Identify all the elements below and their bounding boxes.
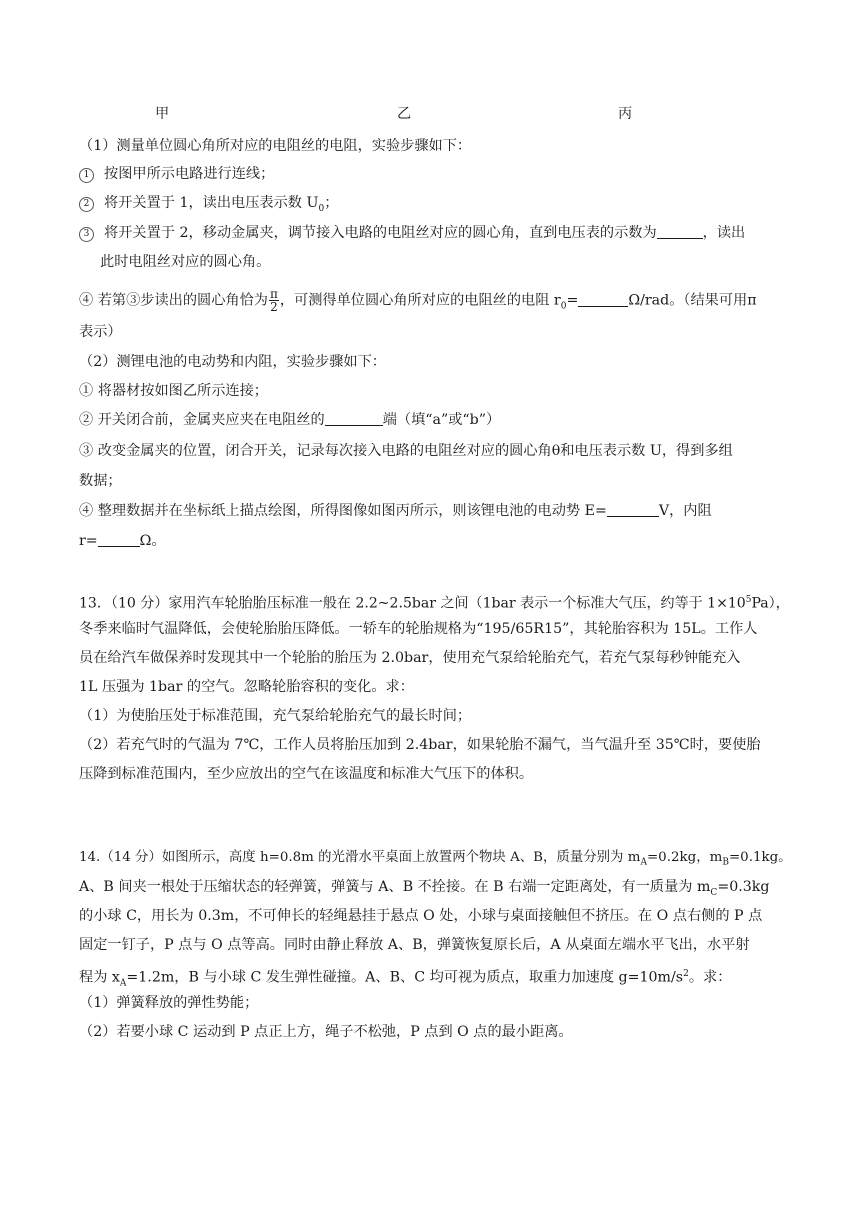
answer-blank[interactable] bbox=[98, 532, 140, 547]
caption-bing: 丙 bbox=[618, 106, 633, 122]
answer-blank[interactable] bbox=[607, 502, 659, 517]
part1-step1: 1 按图甲所示电路进行连线； bbox=[79, 164, 790, 184]
q14-part1: （1）弹簧释放的弹性势能； bbox=[79, 995, 259, 1011]
pi-over-two-fraction: $\frac{\pi}{2}$ bbox=[269, 287, 278, 314]
part2-heading: （2）测锂电池的电动势和内阻，实验步骤如下： bbox=[79, 354, 386, 370]
caption-jia: 甲 bbox=[155, 106, 170, 122]
step-number: 2 bbox=[79, 197, 94, 212]
part1-step3-cont: 此时电阻丝对应的圆心角。 bbox=[100, 254, 271, 270]
part2-step3-cont: 数据； bbox=[79, 473, 122, 489]
part2-step4-cont: r= Ω。 bbox=[79, 533, 166, 549]
q14-line4: 固定一钉子，P 点与 O 点等高。同时由静止释放 A、B，弹簧恢复原长后，A 从桌面左端水平飞出，水平射 bbox=[79, 937, 750, 953]
q13-part2-cont: 压降到标准范围内，至少应放出的空气在该温度和标准大气压下的体积。 bbox=[79, 766, 534, 782]
part2-step4: ④ 整理数据并在坐标纸上描点绘图，所得图像如图丙所示，则该锂电池的电动势 E= V，内阻 bbox=[79, 503, 712, 519]
q13-line3: 员在给汽车做保养时发现其中一个轮胎的胎压为 2.0bar，使用充气泵给轮胎充气，若充气泵每秒钟能充入 bbox=[79, 650, 741, 666]
q14-line2: A、B 间夹一根处于压缩状态的轻弹簧，弹簧与 A、B 不拴接。在 B 右端一定距离处，有一质量为 $m_C=0.3kg$ bbox=[79, 879, 770, 898]
step-number: 3 bbox=[79, 227, 94, 242]
step-number: 1 bbox=[79, 168, 94, 183]
answer-blank[interactable] bbox=[325, 411, 383, 426]
part1-heading: （1）测量单位圆心角所对应的电阻丝的电阻，实验步骤如下： bbox=[79, 138, 472, 154]
part1-step4-cont: 表示） bbox=[79, 324, 122, 340]
q13-part2: （2）若充气时的气温为 7℃，工作人员将胎压加到 2.4bar，如果轮胎不漏气，当气温升至 35℃时，要使胎 bbox=[79, 737, 761, 753]
part1-step4: ④ 若第③步读出的圆心角恰为 $\frac{\pi}{2}$ ，可测得单位圆心角所对应的电阻丝的电阻 $r_0= \Omega/rad$。（结果可用π bbox=[79, 287, 757, 314]
q14-line1: 14.（14 分）如图所示，高度 h=0.8m 的光滑水平桌面上放置两个物块 A、B，质量分别为 $m_A=0.2kg$，$m_B=0.1kg$。 bbox=[79, 850, 792, 868]
part2-step1: ① 将器材按如图乙所示连接； bbox=[79, 383, 268, 399]
answer-blank[interactable] bbox=[578, 292, 628, 307]
q13-part1: （1）为使胎压处于标准范围，充气泵给轮胎充气的最长时间； bbox=[79, 708, 472, 724]
q14-line3: 的小球 C，用长为 0.3m，不可伸长的轻绳悬挂于悬点 O 处，小球与桌面接触但不挤压。在 O 点右侧的 P 点 bbox=[79, 908, 763, 924]
part2-step3: ③ 改变金属夹的位置，闭合开关，记录每次接入电路的电阻丝对应的圆心角θ和电压表示数 U，得到多组 bbox=[79, 443, 733, 459]
q13-line4: 1L 压强为 1bar 的空气。忽略轮胎容积的变化。求： bbox=[79, 679, 414, 695]
part1-step2: 2 将开关置于 1，读出电压表示数 $U_0$； bbox=[79, 193, 790, 219]
part1-step3: 3 将开关置于 2，移动金属夹，调节接入电路的电阻丝对应的圆心角，直到电压表的示数为 ，读出 bbox=[79, 223, 790, 243]
q14-part2: （2）若要小球 C 运动到 P 点正上方，绳子不松弛，P 点到 O 点的最小距离。 bbox=[79, 1024, 573, 1040]
caption-yi: 乙 bbox=[397, 106, 412, 122]
q13-line1: 13．（10 分）家用汽车轮胎胎压标准一般在 2.2~2.5bar 之间（1bar 表示一个标准大气压，约等于 $1\times 10^5Pa$）， bbox=[79, 595, 790, 612]
answer-blank[interactable] bbox=[657, 224, 703, 239]
q13-line2: 冬季来临时气温降低，会使轮胎胎压降低。一轿车的轮胎规格为“195/65R15”，其轮胎容积为 15L。工作人 bbox=[79, 621, 758, 637]
part2-step2: ② 开关闭合前，金属夹应夹在电阻丝的 端（填“a”或“b”） bbox=[79, 412, 501, 428]
q14-line5: 程为 $x_A=1.2m$，B 与小球 C 发生弹性碰撞。A、B、C 均可视为质点，取重力加速度 $g=10m/s^2$。求： bbox=[79, 969, 732, 989]
